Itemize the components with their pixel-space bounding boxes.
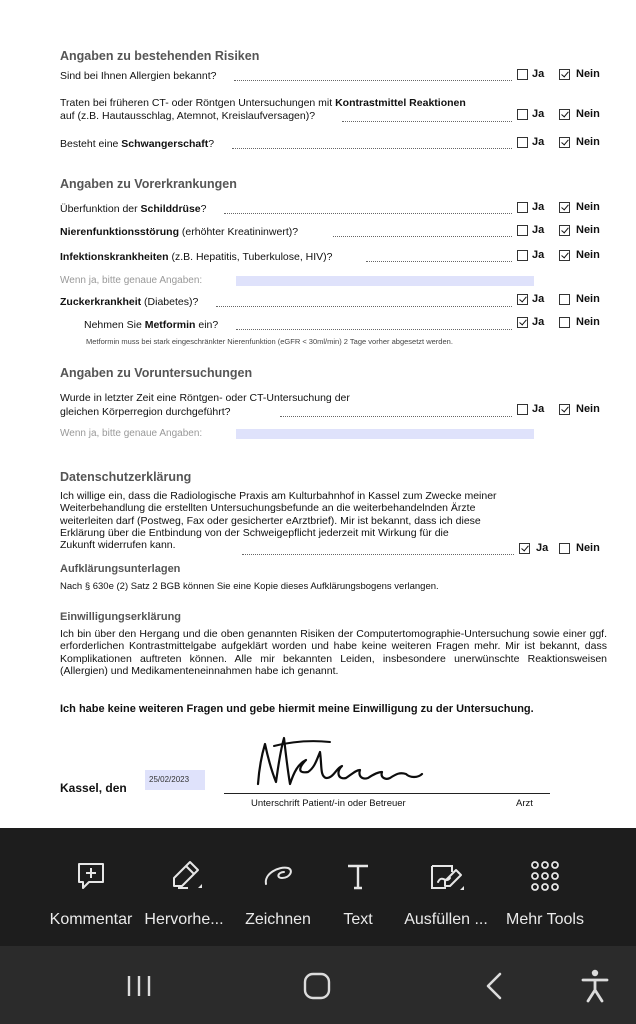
- checkbox-thyroid-yes[interactable]: [517, 202, 528, 213]
- checkbox-kidney-yes[interactable]: [517, 225, 528, 236]
- dotted-leader: [232, 148, 512, 149]
- tools-toolbar: [0, 828, 636, 946]
- label-no: Nein: [576, 136, 600, 148]
- question-previous-exam-line1: Wurde in letzter Zeit eine Röntgen- oder CT-Untersuchung der: [60, 392, 350, 404]
- dotted-leader: [366, 261, 512, 262]
- checkbox-privacy-no[interactable]: [559, 543, 570, 554]
- date-value: 25/02/2023: [149, 775, 190, 784]
- checkbox-allergies-no[interactable]: [559, 69, 570, 80]
- question-thyroid: [60, 202, 207, 216]
- comment-plus-icon: [73, 858, 109, 894]
- label-yes: Ja: [532, 201, 545, 213]
- question-pregnancy: [60, 137, 214, 151]
- system-navigation-bar: [0, 946, 636, 1024]
- doctor-signature-label: Arzt: [516, 798, 533, 809]
- dotted-leader: [280, 416, 512, 417]
- label-yes: Ja: [532, 136, 545, 148]
- comment-tool-label: Kommentar: [49, 911, 133, 928]
- section-heading-prior-conditions: Angaben zu Vorerkrankungen: [60, 177, 237, 191]
- documents-note: Nach § 630e (2) Satz 2 BGB können Sie eine Kopie dieses Aufklärungsbogens verlangen.: [60, 581, 439, 592]
- date-field[interactable]: [145, 770, 205, 790]
- question-text: (z.B. Hepatitis, Tuberkulose, HIV)?: [168, 251, 333, 263]
- highlight-tool-label: Hervorhe...: [144, 911, 224, 928]
- comment-tool-button[interactable]: [40, 828, 142, 946]
- question-emphasis: Nierenfunktionsstörung: [60, 226, 180, 238]
- question-text: Traten bei früheren CT- oder Röntgen Untersuchungen mit: [60, 97, 336, 109]
- question-diabetes: [60, 295, 198, 309]
- dotted-leader: [342, 121, 512, 122]
- back-icon[interactable]: [474, 966, 518, 1006]
- highlighter-icon: [166, 858, 202, 894]
- home-icon[interactable]: [295, 966, 339, 1006]
- privacy-line: weiterleiten darf (Postweg, Fax oder gesicherter eArztbrief). Mir ist bekannt, dass ich diese: [60, 514, 481, 527]
- label-yes: Ja: [532, 316, 545, 328]
- handwritten-signature: [250, 732, 440, 792]
- label-no: Nein: [576, 249, 600, 261]
- dotted-leader: [224, 213, 512, 214]
- checkbox-diabetes-yes[interactable]: [517, 294, 528, 305]
- question-text: Nehmen Sie: [84, 319, 145, 331]
- question-emphasis: Schwangerschaft: [121, 138, 209, 150]
- details-field-infections[interactable]: [236, 276, 534, 286]
- privacy-statement: [60, 490, 570, 551]
- question-allergies: Sind bei Ihnen Allergien bekannt?: [60, 70, 217, 82]
- question-emphasis: Zuckerkrankheit: [60, 296, 142, 308]
- place-label: Kassel, den: [60, 781, 127, 795]
- checkbox-diabetes-no[interactable]: [559, 294, 570, 305]
- question-text: Überfunktion der: [60, 203, 141, 215]
- dotted-leader: [236, 329, 512, 330]
- section-heading-consent: Einwilligungserklärung: [60, 611, 182, 623]
- label-no: Nein: [576, 224, 600, 236]
- text-tool-label: Text: [343, 911, 373, 928]
- section-heading-privacy: Datenschutzerklärung: [60, 470, 192, 484]
- question-emphasis: Infektionskrankheiten: [60, 251, 169, 263]
- question-kidney: [60, 225, 298, 239]
- question-text: (erhöhter Kreatininwert)?: [179, 226, 299, 238]
- checkbox-metformin-no[interactable]: [559, 317, 570, 328]
- details-hint-previous-exam: Wenn ja, bitte genaue Angaben:: [60, 428, 203, 439]
- label-no: Nein: [576, 403, 600, 415]
- question-emphasis: Metformin: [144, 319, 196, 331]
- dotted-leader: [333, 236, 512, 237]
- details-field-previous-exam[interactable]: [236, 429, 534, 439]
- privacy-line: Erklärung über die Entbindung von der Schweigepflicht jederzeit mit Wirkung für die: [60, 526, 449, 539]
- more-tools-button[interactable]: [500, 828, 590, 946]
- checkbox-metformin-yes[interactable]: [517, 317, 528, 328]
- draw-tool-button[interactable]: [238, 828, 318, 946]
- checkbox-previous-exam-no[interactable]: [559, 404, 570, 415]
- accessibility-icon[interactable]: [573, 966, 617, 1006]
- question-text: ?: [208, 138, 215, 150]
- checkbox-pregnancy-no[interactable]: [559, 137, 570, 148]
- label-no: Nein: [576, 293, 600, 305]
- question-text: (Diabetes)?: [141, 296, 199, 308]
- label-no: Nein: [576, 542, 600, 554]
- privacy-line: Ich willige ein, dass die Radiologische Praxis am Kulturbahnhof in Kassel zum Zwecke meiner: [60, 490, 497, 502]
- label-no: Nein: [576, 108, 600, 120]
- checkbox-thyroid-no[interactable]: [559, 202, 570, 213]
- label-no: Nein: [576, 201, 600, 213]
- fill-sign-tool-label: Ausfüllen ...: [404, 911, 488, 928]
- label-no: Nein: [576, 68, 600, 80]
- draw-loop-icon: [260, 858, 296, 894]
- fill-sign-tool-button[interactable]: [400, 828, 492, 946]
- section-heading-risks: Angaben zu bestehenden Risiken: [60, 49, 260, 63]
- label-yes: Ja: [536, 542, 549, 554]
- text-tool-button[interactable]: [328, 828, 388, 946]
- question-emphasis: Schilddrüse: [140, 203, 201, 215]
- checkbox-infections-yes[interactable]: [517, 250, 528, 261]
- label-yes: Ja: [532, 68, 545, 80]
- privacy-line: Weiterbehandlung die erstellten Untersuchungsbefunde an die weiterbehandelnden Ärzte: [60, 502, 476, 515]
- question-text: ein?: [195, 319, 219, 331]
- question-emphasis: Kontrastmittel Reaktionen: [335, 97, 466, 109]
- text-T-icon: [340, 858, 376, 894]
- question-contrast-reactions-line1: [60, 96, 466, 110]
- label-yes: Ja: [532, 108, 545, 120]
- question-previous-exam-line2: gleichen Körperregion durchgeführt?: [60, 406, 231, 418]
- label-no: Nein: [576, 316, 600, 328]
- checkbox-pregnancy-yes[interactable]: [517, 137, 528, 148]
- question-contrast-reactions-line2: auf (z.B. Hautausschlag, Atemnot, Kreislaufversagen)?: [60, 110, 316, 122]
- question-infections: [60, 250, 333, 264]
- more-tools-label: Mehr Tools: [506, 911, 584, 928]
- fill-sign-icon: [428, 858, 464, 894]
- grid-dots-icon: [527, 858, 563, 894]
- label-yes: Ja: [532, 403, 545, 415]
- question-text: Besteht eine: [60, 138, 122, 150]
- recent-apps-icon[interactable]: [117, 966, 161, 1006]
- details-hint-infections: Wenn ja, bitte genaue Angaben:: [60, 275, 203, 286]
- privacy-line: Zukunft widerrufen kann.: [60, 539, 176, 552]
- consent-final-statement: Ich habe keine weiteren Fragen und gebe hiermit meine Einwilligung zu der Untersuchung.: [60, 703, 534, 715]
- label-yes: Ja: [532, 224, 545, 236]
- question-text: ?: [200, 203, 207, 215]
- section-heading-documents: Aufklärungsunterlagen: [60, 563, 181, 575]
- label-yes: Ja: [532, 249, 545, 261]
- checkbox-contrast-yes[interactable]: [517, 109, 528, 120]
- checkbox-privacy-yes[interactable]: [519, 543, 530, 554]
- dotted-leader: [242, 554, 514, 555]
- consent-statement: Ich bin über den Hergang und die oben genannten Risiken der Computertomographie-Untersuchung sowie einer ggf. erforderlichen Kontrastmittelgabe aufgeklärt worden und habe keine weiteren Fragen mehr. Mir ist bekannt, dass Komplikationen auftreten können. Alle mir bekannten Leiden, insbesondere unerwünschte Reaktionsweisen (Allergien) und Medikamenteneinnahmen habe ich genannt.: [60, 628, 607, 677]
- dotted-leader: [216, 306, 512, 307]
- checkbox-previous-exam-yes[interactable]: [517, 404, 528, 415]
- signature-line: [224, 793, 550, 794]
- dotted-leader: [234, 80, 512, 81]
- checkbox-allergies-yes[interactable]: [517, 69, 528, 80]
- patient-signature-label: Unterschrift Patient/-in oder Betreuer: [251, 798, 406, 809]
- checkbox-infections-no[interactable]: [559, 250, 570, 261]
- metformin-note: Metformin muss bei stark eingeschränkter Nierenfunktion (eGFR < 30ml/min) 2 Tage vorher abgesetzt werden.: [86, 337, 453, 346]
- label-yes: Ja: [532, 293, 545, 305]
- checkbox-contrast-no[interactable]: [559, 109, 570, 120]
- question-metformin: [84, 318, 218, 332]
- checkbox-kidney-no[interactable]: [559, 225, 570, 236]
- highlight-tool-button[interactable]: [140, 828, 228, 946]
- section-heading-previous-exams: Angaben zu Voruntersuchungen: [60, 366, 253, 380]
- draw-tool-label: Zeichnen: [245, 911, 311, 928]
